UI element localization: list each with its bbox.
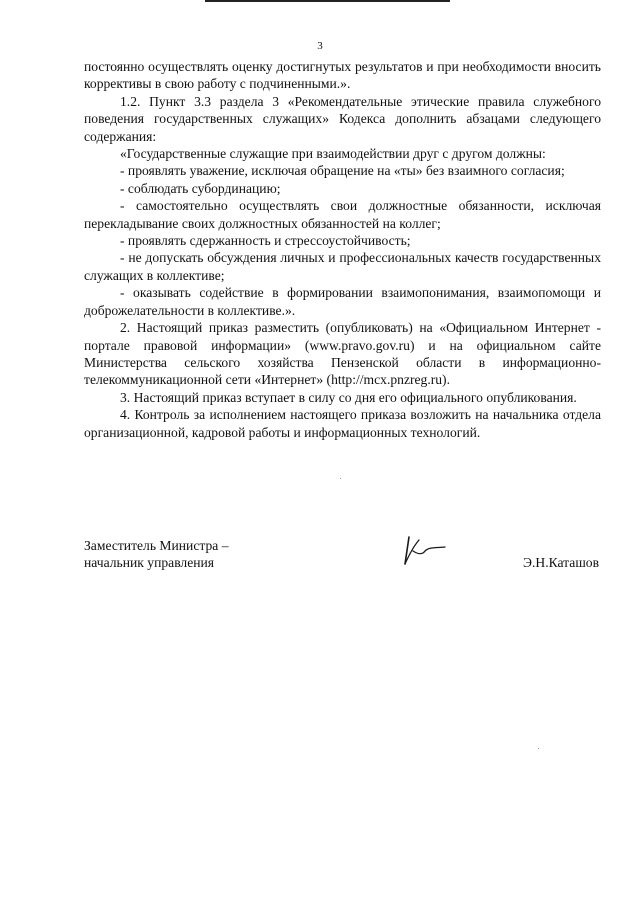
signature-block	[84, 537, 601, 577]
top-edge-line	[205, 0, 450, 2]
paragraph-4: - проявлять уважение, исключая обращение на «ты» без взаимного согласия;	[120, 163, 565, 179]
paragraph-2: 1.2. Пункт 3.3 раздела 3 «Рекомендательные этические правила служебного поведения государственных служащих» Кодекса дополнить абзацами следующего содержания:	[84, 93, 601, 144]
paragraph-3: «Государственные служащие при взаимодействии друг с другом должны:	[120, 146, 546, 162]
scan-speck	[340, 478, 341, 479]
paragraph-11: 3. Настоящий приказ вступает в силу со дня его официального опубликования.	[120, 389, 577, 405]
scan-speck	[538, 748, 539, 749]
signer-name: Э.Н.Каташов	[523, 555, 599, 570]
paragraph-12: 4. Контроль за исполнением настоящего приказа возложить на начальника отдела организационной, кадровой работы и информационных технологий.	[84, 407, 601, 440]
paragraph-8: - не допускать обсуждения личных и профессиональных качеств государственных служащих в коллективе;	[84, 250, 601, 283]
paragraph-10: 2. Настоящий приказ разместить (опубликовать) на «Официальном Интернет - портале правовой информации» (www.pravo.gov.ru) и на официальном сайте Министерства сельского хозяйства Пензенской области в информационно-телекоммуникационной сети «Интернет» (http://mcx.pnzreg.ru).	[84, 320, 601, 388]
paragraph-1: постоянно осуществлять оценку достигнутых результатов и при необходимости вносить коррективы в свою работу с подчиненными.».	[84, 59, 601, 92]
signer-title-line-1: Заместитель Министра –	[84, 538, 229, 553]
signer-title	[84, 537, 229, 572]
paragraph-6: - самостоятельно осуществлять свои должностные обязанности, исключая перекладывание своих должностных обязанностей на коллег;	[84, 198, 601, 231]
document-body	[84, 58, 601, 441]
paragraph-5: - соблюдать субординацию;	[120, 180, 281, 196]
signer-title-line-2: начальник управления	[84, 555, 215, 571]
page-number: 3	[317, 40, 323, 52]
paragraph-7: - проявлять сдержанность и стрессоустойчивость;	[120, 233, 411, 249]
paragraph-9: - оказывать содействие в формировании взаимопонимания, взаимопомощи и доброжелательности в коллективе.».	[84, 285, 601, 318]
handwritten-signature	[399, 533, 449, 567]
